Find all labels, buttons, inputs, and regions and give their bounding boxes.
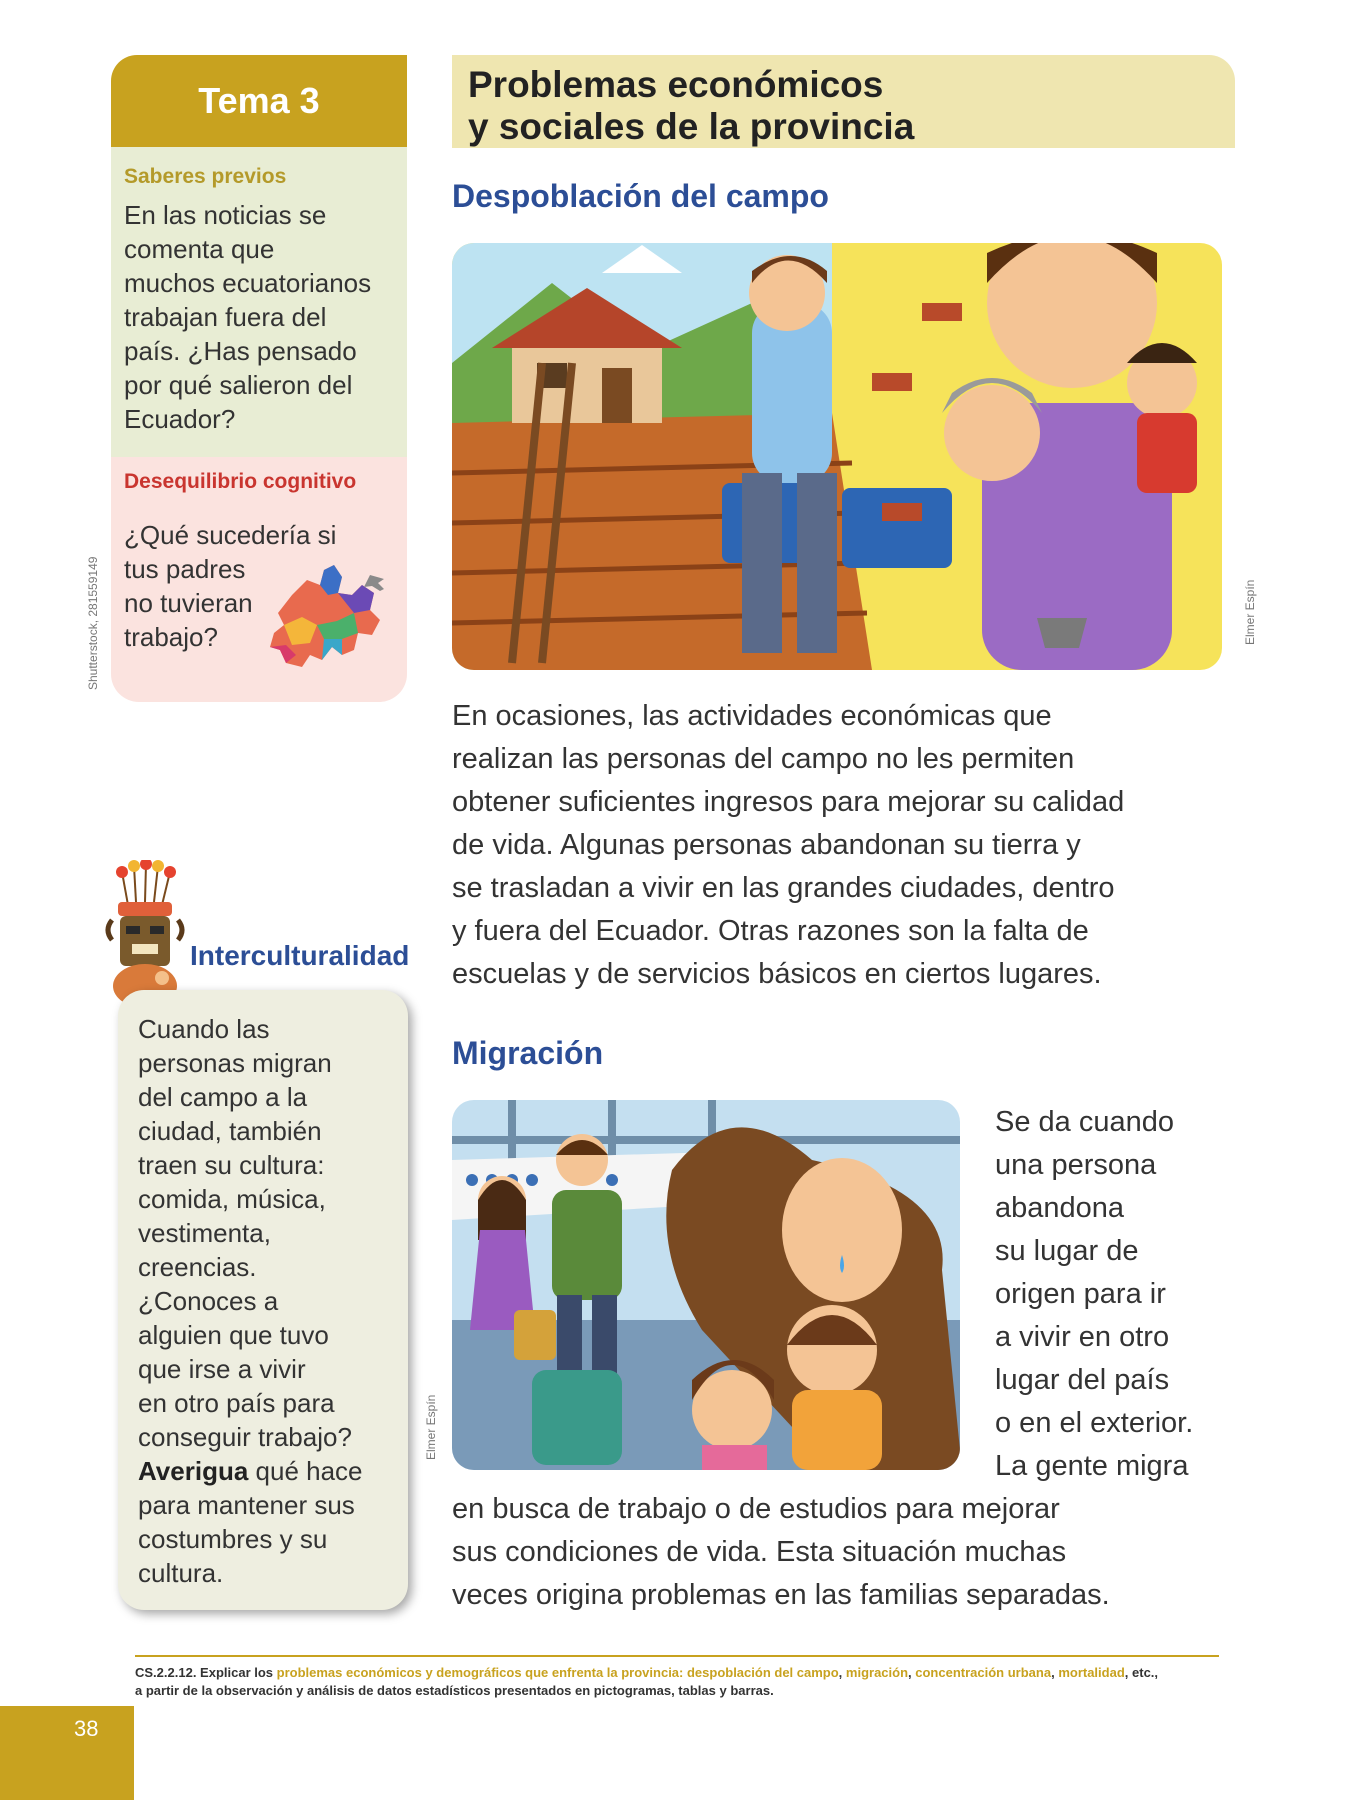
text-line: En las noticias se [124, 200, 327, 230]
text-line: vestimenta, [138, 1218, 271, 1248]
text-line: de vida. Algunas personas abandonan su tierra y [452, 829, 1081, 861]
page-number-block [0, 1706, 134, 1800]
text-line: creencias. [138, 1252, 257, 1282]
text-line: comenta que [124, 234, 275, 264]
text-line: costumbres y su [138, 1524, 328, 1554]
text-line: que irse a vivir [138, 1354, 306, 1384]
text-line: personas migran [138, 1048, 332, 1078]
text-line: trabajo? [124, 622, 218, 652]
text-line: tus padres [124, 554, 246, 584]
text-line: o en el exterior. [995, 1407, 1194, 1439]
desequilibrio-cognitivo-text [124, 518, 337, 654]
text-line: veces origina problemas en las familias separadas. [452, 1579, 1110, 1611]
text-line: muchos ecuatorianos [124, 268, 372, 298]
text-line: traen su cultura: [138, 1150, 325, 1180]
migracion-side-paragraph [995, 1101, 1235, 1488]
text-line: lugar del país [995, 1364, 1170, 1396]
text-line: en otro país para [138, 1388, 335, 1418]
text-line: a vivir en otro [995, 1321, 1170, 1353]
mask-figure-illustration [100, 860, 190, 1010]
averigua-bold: Averigua [138, 1456, 249, 1486]
text-line: una persona [995, 1149, 1157, 1181]
text-line [138, 1454, 398, 1488]
illustration-credit: Elmer Espín [424, 1394, 438, 1460]
tema-label: Tema 3 [198, 80, 320, 121]
standard-line-2: a partir de la observación y análisis de datos estadísticos presentados en pictogramas, tablas y barras. [135, 1683, 774, 1698]
standard-highlight: problemas económicos y demográficos que enfrenta la provincia: despoblación del campo [276, 1665, 839, 1680]
averigua-rest: qué hace [248, 1456, 363, 1486]
text-line: se trasladan a vivir en las grandes ciudades, dentro [452, 872, 1115, 904]
text-line: abandona [995, 1192, 1125, 1224]
text-line: realizan las personas del campo no les permiten [452, 743, 1075, 775]
standard-highlight: mortalidad [1058, 1665, 1125, 1680]
text-line: para mantener sus [138, 1490, 355, 1520]
text-line: Ecuador? [124, 404, 236, 434]
text-line: trabajan fuera del [124, 302, 327, 332]
saberes-previos-text [124, 198, 404, 436]
text-line: origen para ir [995, 1278, 1166, 1310]
text-line: alguien que tuvo [138, 1320, 329, 1350]
title-line: y sociales de la provincia [468, 106, 915, 147]
standard-text: , [838, 1665, 846, 1680]
standard-line-1 [135, 1664, 1225, 1682]
text-line: en busca de trabajo o de estudios para mejorar [452, 1493, 1060, 1525]
section-heading-migracion: Migración [452, 1035, 604, 1071]
text-line: comida, música, [138, 1184, 326, 1214]
photo-credit: Shutterstock, 281559149 [86, 556, 100, 690]
tema-badge [111, 55, 407, 147]
text-line: no tuvieran [124, 588, 253, 618]
desequilibrio-cognitivo-title: Desequilibrio cognitivo [124, 470, 357, 493]
section-heading-despoblacion: Despoblación del campo [452, 178, 829, 214]
standard-text: , [908, 1665, 916, 1680]
interculturalidad-text [138, 1012, 398, 1590]
standard-code: CS.2.2.12. [135, 1665, 197, 1680]
standard-text: , etc., [1124, 1665, 1159, 1680]
text-line: Se da cuando [995, 1106, 1174, 1138]
saberes-previos-title: Saberes previos [124, 165, 287, 188]
standard-highlight: migración [845, 1665, 909, 1680]
standard-highlight: concentración urbana [915, 1665, 1052, 1680]
standard-text: , [1051, 1665, 1059, 1680]
text-line: Cuando las [138, 1014, 270, 1044]
despoblacion-paragraph [452, 695, 1232, 996]
text-line: conseguir trabajo? [138, 1422, 352, 1452]
text-line: obtener suficientes ingresos para mejorar su calidad [452, 786, 1125, 818]
text-line: por qué salieron del [124, 370, 353, 400]
text-line: sus condiciones de vida. Esta situación muchas [452, 1536, 1067, 1568]
migration-illustration [452, 1100, 960, 1470]
text-line: cultura. [138, 1558, 224, 1588]
text-line: ciudad, también [138, 1116, 322, 1146]
text-line: ¿Qué sucedería si [124, 520, 337, 550]
text-line: país. ¿Has pensado [124, 336, 357, 366]
rural-exodus-illustration [452, 243, 1222, 670]
interculturalidad-title: Interculturalidad [190, 940, 410, 971]
migracion-paragraph [452, 1488, 1237, 1617]
text-line: y fuera del Ecuador. Otras razones son la falta de [452, 915, 1089, 947]
text-line: ¿Conoces a [138, 1286, 279, 1316]
text-line: La gente migra [995, 1450, 1189, 1482]
europe-map-illustration [262, 555, 402, 685]
text-line: del campo a la [138, 1082, 308, 1112]
curriculum-standard [135, 1664, 1225, 1700]
text-line: escuelas y de servicios básicos en ciertos lugares. [452, 958, 1102, 990]
text-line: En ocasiones, las actividades económicas que [452, 700, 1052, 732]
title-line: Problemas económicos [468, 64, 884, 105]
page-number: 38 [74, 1716, 99, 1741]
standard-text: Explicar los [196, 1665, 277, 1680]
page-title [468, 64, 914, 148]
footer-rule [135, 1655, 1219, 1657]
text-line: su lugar de [995, 1235, 1139, 1267]
illustration-credit: Elmer Espín [1243, 579, 1257, 645]
